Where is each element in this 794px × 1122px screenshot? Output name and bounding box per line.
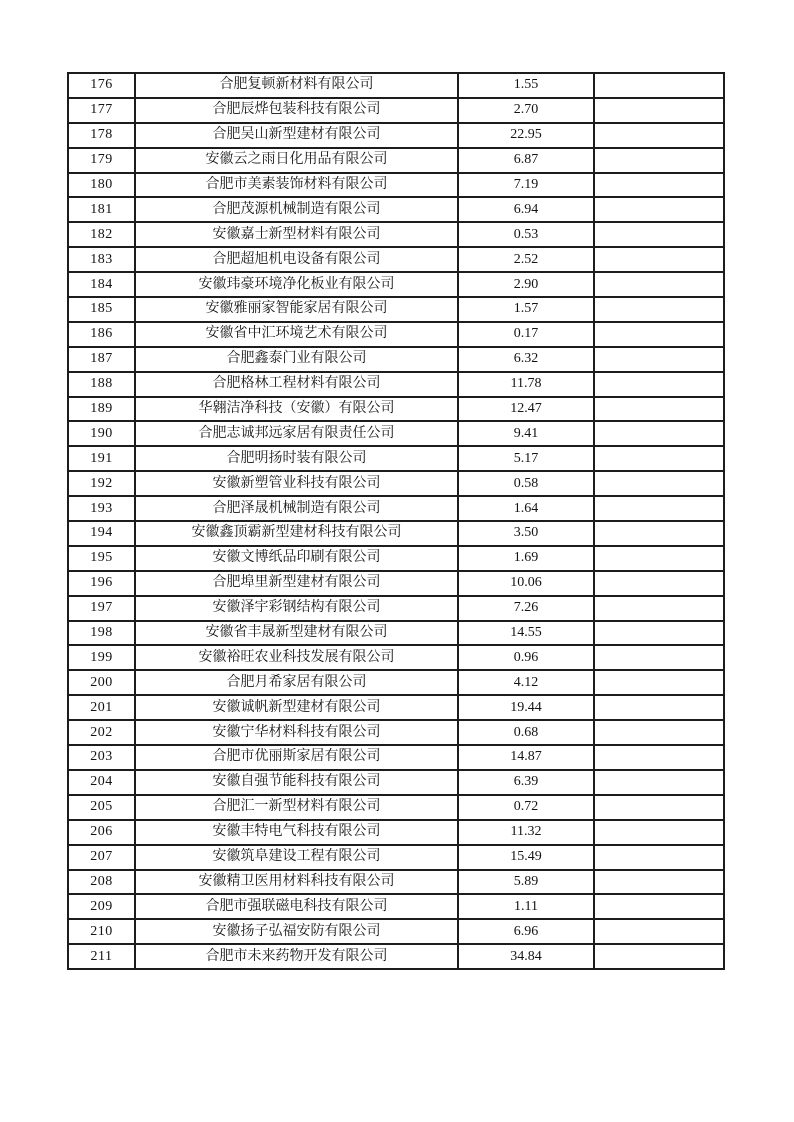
blank-cell	[594, 596, 724, 621]
row-number-cell: 191	[68, 446, 135, 471]
table-row	[68, 123, 724, 148]
row-number-cell: 200	[68, 670, 135, 695]
row-number-cell: 195	[68, 546, 135, 571]
table-row	[68, 596, 724, 621]
blank-cell	[594, 397, 724, 422]
amount-cell: 9.41	[458, 421, 594, 446]
blank-cell	[594, 197, 724, 222]
table-row	[68, 870, 724, 895]
row-number-cell: 186	[68, 322, 135, 347]
company-name-cell: 安徽嘉士新型材料有限公司	[135, 222, 458, 247]
amount-cell: 1.69	[458, 546, 594, 571]
amount-cell: 22.95	[458, 123, 594, 148]
blank-cell	[594, 148, 724, 173]
company-name-cell: 合肥吴山新型建材有限公司	[135, 123, 458, 148]
company-value-table	[67, 72, 725, 970]
table-row	[68, 347, 724, 372]
blank-cell	[594, 496, 724, 521]
table-row	[68, 197, 724, 222]
amount-cell: 6.96	[458, 919, 594, 944]
row-number-cell: 180	[68, 173, 135, 198]
blank-cell	[594, 944, 724, 969]
table-row	[68, 944, 724, 969]
company-name-cell: 安徽筑阜建设工程有限公司	[135, 845, 458, 870]
table-row	[68, 770, 724, 795]
amount-cell: 1.64	[458, 496, 594, 521]
company-name-cell: 合肥格林工程材料有限公司	[135, 372, 458, 397]
blank-cell	[594, 222, 724, 247]
amount-cell: 4.12	[458, 670, 594, 695]
company-name-cell: 合肥汇一新型材料有限公司	[135, 795, 458, 820]
amount-cell: 0.68	[458, 720, 594, 745]
company-name-cell: 合肥市美素装饰材料有限公司	[135, 173, 458, 198]
table-row	[68, 173, 724, 198]
row-number-cell: 193	[68, 496, 135, 521]
amount-cell: 0.53	[458, 222, 594, 247]
company-name-cell: 合肥辰烨包装科技有限公司	[135, 98, 458, 123]
blank-cell	[594, 845, 724, 870]
blank-cell	[594, 621, 724, 646]
company-name-cell: 合肥茂源机械制造有限公司	[135, 197, 458, 222]
table-row	[68, 670, 724, 695]
row-number-cell: 184	[68, 272, 135, 297]
table-row	[68, 397, 724, 422]
table-row	[68, 372, 724, 397]
row-number-cell: 178	[68, 123, 135, 148]
table-row	[68, 571, 724, 596]
blank-cell	[594, 745, 724, 770]
row-number-cell: 187	[68, 347, 135, 372]
company-name-cell: 合肥市未来药物开发有限公司	[135, 944, 458, 969]
amount-cell: 0.58	[458, 471, 594, 496]
amount-cell: 0.17	[458, 322, 594, 347]
amount-cell: 1.55	[458, 73, 594, 98]
blank-cell	[594, 795, 724, 820]
amount-cell: 11.78	[458, 372, 594, 397]
row-number-cell: 207	[68, 845, 135, 870]
amount-cell: 2.70	[458, 98, 594, 123]
company-name-cell: 安徽裕旺农业科技发展有限公司	[135, 645, 458, 670]
row-number-cell: 194	[68, 521, 135, 546]
company-name-cell: 合肥泽晟机械制造有限公司	[135, 496, 458, 521]
amount-cell: 5.89	[458, 870, 594, 895]
amount-cell: 19.44	[458, 695, 594, 720]
row-number-cell: 188	[68, 372, 135, 397]
table-row	[68, 421, 724, 446]
table-row	[68, 621, 724, 646]
blank-cell	[594, 446, 724, 471]
company-name-cell: 安徽云之雨日化用品有限公司	[135, 148, 458, 173]
row-number-cell: 185	[68, 297, 135, 322]
company-name-cell: 安徽宁华材料科技有限公司	[135, 720, 458, 745]
blank-cell	[594, 73, 724, 98]
table-row	[68, 720, 724, 745]
table-row	[68, 820, 724, 845]
blank-cell	[594, 695, 724, 720]
table-row	[68, 322, 724, 347]
company-name-cell: 安徽丰特电气科技有限公司	[135, 820, 458, 845]
blank-cell	[594, 546, 724, 571]
company-name-cell: 合肥埠里新型建材有限公司	[135, 571, 458, 596]
amount-cell: 0.72	[458, 795, 594, 820]
amount-cell: 12.47	[458, 397, 594, 422]
amount-cell: 6.32	[458, 347, 594, 372]
row-number-cell: 198	[68, 621, 135, 646]
amount-cell: 7.19	[458, 173, 594, 198]
blank-cell	[594, 919, 724, 944]
company-name-cell: 安徽文博纸品印刷有限公司	[135, 546, 458, 571]
row-number-cell: 206	[68, 820, 135, 845]
blank-cell	[594, 173, 724, 198]
company-name-cell: 安徽省丰晟新型建材有限公司	[135, 621, 458, 646]
amount-cell: 34.84	[458, 944, 594, 969]
table-row	[68, 247, 724, 272]
blank-cell	[594, 297, 724, 322]
row-number-cell: 183	[68, 247, 135, 272]
row-number-cell: 201	[68, 695, 135, 720]
row-number-cell: 182	[68, 222, 135, 247]
amount-cell: 2.52	[458, 247, 594, 272]
row-number-cell: 177	[68, 98, 135, 123]
blank-cell	[594, 322, 724, 347]
row-number-cell: 203	[68, 745, 135, 770]
table-row	[68, 919, 724, 944]
blank-cell	[594, 272, 724, 297]
amount-cell: 11.32	[458, 820, 594, 845]
row-number-cell: 176	[68, 73, 135, 98]
table-row	[68, 446, 724, 471]
table-row	[68, 98, 724, 123]
company-name-cell: 合肥超旭机电设备有限公司	[135, 247, 458, 272]
blank-cell	[594, 521, 724, 546]
table-row	[68, 795, 724, 820]
company-name-cell: 安徽雅丽家智能家居有限公司	[135, 297, 458, 322]
company-name-cell: 安徽省中汇环境艺术有限公司	[135, 322, 458, 347]
table-row	[68, 845, 724, 870]
blank-cell	[594, 894, 724, 919]
table-row	[68, 297, 724, 322]
company-name-cell: 安徽玮豪环境净化板业有限公司	[135, 272, 458, 297]
blank-cell	[594, 645, 724, 670]
amount-cell: 6.39	[458, 770, 594, 795]
row-number-cell: 196	[68, 571, 135, 596]
blank-cell	[594, 347, 724, 372]
table-row	[68, 645, 724, 670]
row-number-cell: 197	[68, 596, 135, 621]
blank-cell	[594, 98, 724, 123]
table-row	[68, 272, 724, 297]
amount-cell: 15.49	[458, 845, 594, 870]
amount-cell: 2.90	[458, 272, 594, 297]
company-name-cell: 合肥志诚邦远家居有限责任公司	[135, 421, 458, 446]
blank-cell	[594, 247, 724, 272]
row-number-cell: 192	[68, 471, 135, 496]
company-name-cell: 安徽扬子弘福安防有限公司	[135, 919, 458, 944]
amount-cell: 14.87	[458, 745, 594, 770]
table-row	[68, 496, 724, 521]
company-name-cell: 合肥市优丽斯家居有限公司	[135, 745, 458, 770]
blank-cell	[594, 471, 724, 496]
row-number-cell: 204	[68, 770, 135, 795]
company-name-cell: 合肥市强联磁电科技有限公司	[135, 894, 458, 919]
company-name-cell: 安徽诚帆新型建材有限公司	[135, 695, 458, 720]
table-row	[68, 894, 724, 919]
company-name-cell: 华翱洁净科技（安徽）有限公司	[135, 397, 458, 422]
row-number-cell: 210	[68, 919, 135, 944]
blank-cell	[594, 571, 724, 596]
table-body	[68, 73, 724, 969]
table-row	[68, 546, 724, 571]
company-name-cell: 安徽新塑管业科技有限公司	[135, 471, 458, 496]
table-row	[68, 745, 724, 770]
table-row	[68, 521, 724, 546]
row-number-cell: 179	[68, 148, 135, 173]
blank-cell	[594, 123, 724, 148]
amount-cell: 1.11	[458, 894, 594, 919]
amount-cell: 7.26	[458, 596, 594, 621]
table-row	[68, 222, 724, 247]
row-number-cell: 199	[68, 645, 135, 670]
blank-cell	[594, 870, 724, 895]
blank-cell	[594, 720, 724, 745]
company-name-cell: 安徽泽宇彩钢结构有限公司	[135, 596, 458, 621]
table-row	[68, 148, 724, 173]
company-name-cell: 安徽鑫顶霸新型建材科技有限公司	[135, 521, 458, 546]
row-number-cell: 211	[68, 944, 135, 969]
company-name-cell: 合肥月希家居有限公司	[135, 670, 458, 695]
blank-cell	[594, 421, 724, 446]
company-name-cell: 合肥明扬时装有限公司	[135, 446, 458, 471]
blank-cell	[594, 670, 724, 695]
amount-cell: 6.87	[458, 148, 594, 173]
company-name-cell: 合肥复顿新材料有限公司	[135, 73, 458, 98]
amount-cell: 10.06	[458, 571, 594, 596]
row-number-cell: 202	[68, 720, 135, 745]
blank-cell	[594, 372, 724, 397]
row-number-cell: 190	[68, 421, 135, 446]
amount-cell: 5.17	[458, 446, 594, 471]
row-number-cell: 181	[68, 197, 135, 222]
company-name-cell: 合肥鑫泰门业有限公司	[135, 347, 458, 372]
row-number-cell: 189	[68, 397, 135, 422]
blank-cell	[594, 820, 724, 845]
amount-cell: 1.57	[458, 297, 594, 322]
amount-cell: 14.55	[458, 621, 594, 646]
row-number-cell: 208	[68, 870, 135, 895]
amount-cell: 6.94	[458, 197, 594, 222]
table-row	[68, 471, 724, 496]
row-number-cell: 209	[68, 894, 135, 919]
table-row	[68, 695, 724, 720]
amount-cell: 3.50	[458, 521, 594, 546]
table-row	[68, 73, 724, 98]
amount-cell: 0.96	[458, 645, 594, 670]
company-name-cell: 安徽自强节能科技有限公司	[135, 770, 458, 795]
blank-cell	[594, 770, 724, 795]
row-number-cell: 205	[68, 795, 135, 820]
company-name-cell: 安徽精卫医用材料科技有限公司	[135, 870, 458, 895]
